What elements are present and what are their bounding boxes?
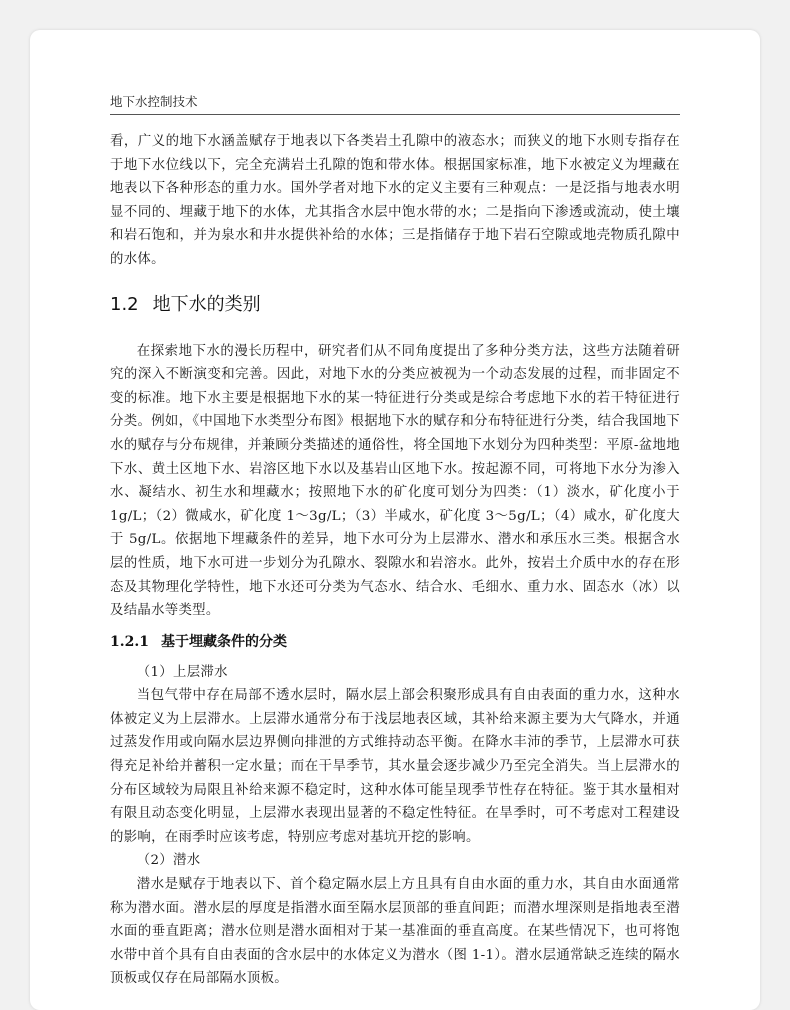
subsection-title: 基于埋藏条件的分类	[160, 633, 287, 650]
section-title: 地下水的类别	[152, 293, 261, 315]
section-paragraph: 在探索地下水的漫长历程中，研究者们从不同角度提出了多种分类方法，这些方法随着研究的深入不断演变和完善。因此，对地下水的分类应被视为一个动态发展的过程，而非固定不变的标准。地下水主要是根据地下水的某一特征进行分类或是综合考虑地下水的若干特征进行分类。例如，《中国地下水类型分布图》根据地下水的赋存和分布特征进行分类，结合我国地下水的赋存与分布规律，并兼顾分类描述的通俗性，将全国地下水划分为四种类型：平原-盆地地下水、黄土区地下水、岩溶区地下水以及基岩山区地下水。按起源不同，可将地下水分为渗入水、凝结水、初生水和埋藏水；按照地下水的矿化度可划分为四类：（1）淡水，矿化度小于 1g/L；（2）微咸水，矿化度 1～3g/L；（3）半咸水，矿化度 3～5g/L；（4）咸水，矿化度大于 5g/L。依据地下埋藏条件的差异，地下水可分为上层滞水、潜水和承压水三类。根据含水层的性质，地下水可进一步划分为孔隙水、裂隙水和岩溶水。此外，按岩土介质中水的存在形态及其物理化学特性，地下水还可分类为气态水、结合水、毛细水、重力水、固态水（冰）以及结晶水等类型。	[110, 343, 680, 619]
page-body	[110, 130, 680, 991]
item-1-paragraph: 当包气带中存在局部不透水层时，隔水层上部会积聚形成具有自由表面的重力水，这种水体被定义为上层滞水。上层滞水通常分布于浅层地表区域，其补给来源主要为大气降水，并通过蒸发作用或向隔水层边界侧向排泄的方式维持动态平衡。在降水丰沛的季节，上层滞水可获得充足补给并蓄积一定水量；而在干旱季节，其水量会逐步减少乃至完全消失。当上层滞水的分布区域较为局限且补给来源不稳定时，这种水体可能呈现季节性存在特征。鉴于其水量相对有限且动态变化明显，上层滞水表现出显著的不稳定性特征。在旱季时，可不考虑对工程建设的影响，在雨季时应该考虑，特别应考虑对基坑开挖的影响。	[110, 688, 680, 845]
section-heading	[110, 292, 680, 318]
item-1-label: （1）上层滞水	[136, 664, 228, 680]
section-number: 1.2	[110, 293, 139, 315]
running-header: 地下水控制技术	[110, 94, 680, 115]
intro-paragraph: 看，广义的地下水涵盖赋存于地表以下各类岩土孔隙中的液态水；而狭义的地下水则专指存在于地下水位线以下，完全充满岩土孔隙的饱和带水体。根据国家标准，地下水被定义为埋藏在地表以下各种形态的重力水。国外学者对地下水的定义主要有三种观点：一是泛指与地表水明显不同的、埋藏于地下的水体，尤其指含水层中饱水带的水；二是指向下渗透或流动，使土壤和岩石饱和，并为泉水和井水提供补给的水体；三是指储存于地下岩石空隙或地壳物质孔隙中的水体。	[110, 134, 680, 267]
item-2-label: （2）潜水	[136, 853, 201, 869]
document-page	[30, 30, 760, 1010]
subsection-heading	[110, 629, 680, 655]
subsection-number: 1.2.1	[110, 633, 149, 650]
item-2-paragraph: 潜水是赋存于地表以下、首个稳定隔水层上方且具有自由水面的重力水，其自由水面通常称为潜水面。潜水层的厚度是指潜水面至隔水层顶部的垂直间距；而潜水埋深则是指地表至潜水面的垂直距离；潜水位则是潜水面相对于某一基准面的垂直高度。在某些情况下，也可将饱水带中首个具有自由表面的含水层中的水体定义为潜水（图 1-1）。潜水层通常缺乏连续的隔水顶板或仅存在局部隔水顶板。	[110, 877, 680, 987]
